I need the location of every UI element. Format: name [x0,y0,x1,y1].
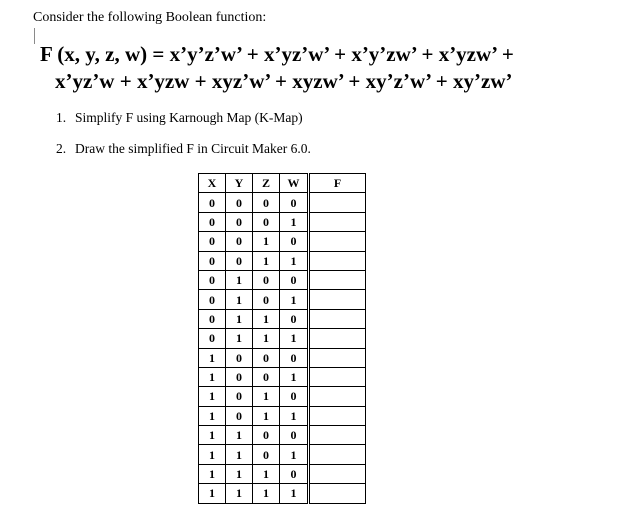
table-row [199,387,366,406]
cell-z: 1 [253,464,280,483]
task-number: 1. [56,110,67,125]
cell-z: 0 [253,367,280,386]
cell-y: 0 [226,348,253,367]
cell-z: 0 [253,445,280,464]
cell-y: 1 [226,484,253,503]
cell-y: 1 [226,290,253,309]
cell-x: 0 [199,270,226,289]
table-row [199,270,366,289]
cell-f [309,329,366,348]
table-row [199,484,366,503]
cell-w: 0 [280,387,309,406]
cell-f [309,251,366,270]
cell-w: 1 [280,484,309,503]
cell-w: 0 [280,270,309,289]
cell-w: 1 [280,367,309,386]
header-x: X [199,174,226,193]
cell-y: 1 [226,270,253,289]
cell-w: 1 [280,290,309,309]
table-row [199,232,366,251]
cell-x: 0 [199,309,226,328]
task-item-2 [56,141,311,157]
cell-z: 1 [253,309,280,328]
formula-line-1: F (x, y, z, w) = x’y’z’w’ + x’yz’w’ + x’y’zw’ + x’yzw’ + [40,42,514,66]
cell-f [309,426,366,445]
cell-y: 1 [226,445,253,464]
cell-w: 0 [280,232,309,251]
cell-z: 1 [253,406,280,425]
cell-z: 1 [253,387,280,406]
cell-z: 0 [253,193,280,212]
cell-z: 1 [253,251,280,270]
cell-y: 1 [226,329,253,348]
cell-x: 1 [199,484,226,503]
cell-y: 1 [226,464,253,483]
cell-z: 0 [253,290,280,309]
cell-w: 0 [280,348,309,367]
cell-w: 0 [280,464,309,483]
truth-table-header-row [199,174,366,193]
cell-z: 0 [253,426,280,445]
table-row [199,367,366,386]
cell-f [309,309,366,328]
cell-y: 1 [226,309,253,328]
cell-f [309,387,366,406]
cell-w: 1 [280,251,309,270]
cell-x: 0 [199,290,226,309]
cell-x: 0 [199,193,226,212]
task-text: Draw the simplified F in Circuit Maker 6.0. [75,141,311,156]
cell-y: 1 [226,426,253,445]
cell-w: 1 [280,445,309,464]
cell-z: 0 [253,270,280,289]
cell-f [309,367,366,386]
table-row [199,348,366,367]
cell-f [309,290,366,309]
cell-y: 0 [226,387,253,406]
cell-y: 0 [226,251,253,270]
cell-y: 0 [226,212,253,231]
cell-w: 1 [280,329,309,348]
header-w: W [280,174,309,193]
cell-x: 1 [199,367,226,386]
header-y: Y [226,174,253,193]
cell-z: 1 [253,232,280,251]
cell-y: 0 [226,193,253,212]
cell-f [309,464,366,483]
cell-f [309,484,366,503]
table-row [199,426,366,445]
truth-table [198,173,366,504]
cell-w: 1 [280,406,309,425]
table-row [199,329,366,348]
text-cursor [34,28,35,44]
cell-w: 0 [280,309,309,328]
cell-f [309,212,366,231]
header-z: Z [253,174,280,193]
task-number: 2. [56,141,67,156]
cell-f [309,270,366,289]
table-row [199,193,366,212]
cell-f [309,348,366,367]
formula-line-2: x’yz’w + x’yzw + xyz’w’ + xyzw’ + xy’z’w’ + xy’zw’ [55,69,513,93]
task-item-1 [56,110,303,126]
cell-x: 0 [199,329,226,348]
cell-f [309,232,366,251]
cell-x: 0 [199,251,226,270]
cell-y: 0 [226,232,253,251]
cell-f [309,445,366,464]
cell-x: 1 [199,406,226,425]
cell-x: 1 [199,348,226,367]
cell-w: 0 [280,193,309,212]
cell-x: 1 [199,387,226,406]
table-row [199,309,366,328]
cell-x: 1 [199,445,226,464]
cell-f [309,406,366,425]
table-row [199,406,366,425]
cell-x: 0 [199,232,226,251]
cell-z: 0 [253,348,280,367]
cell-z: 1 [253,329,280,348]
cell-x: 1 [199,426,226,445]
cell-z: 0 [253,212,280,231]
cell-f [309,193,366,212]
table-row [199,464,366,483]
intro-text: Consider the following Boolean function: [33,10,267,25]
cell-y: 0 [226,406,253,425]
cell-x: 1 [199,464,226,483]
table-row [199,251,366,270]
table-row [199,290,366,309]
task-text: Simplify F using Karnough Map (K-Map) [75,110,303,125]
cell-y: 0 [226,367,253,386]
header-f: F [309,174,366,193]
table-row [199,445,366,464]
cell-w: 0 [280,426,309,445]
cell-z: 1 [253,484,280,503]
cell-w: 1 [280,212,309,231]
table-row [199,212,366,231]
cell-x: 0 [199,212,226,231]
truth-table-body [199,193,366,503]
